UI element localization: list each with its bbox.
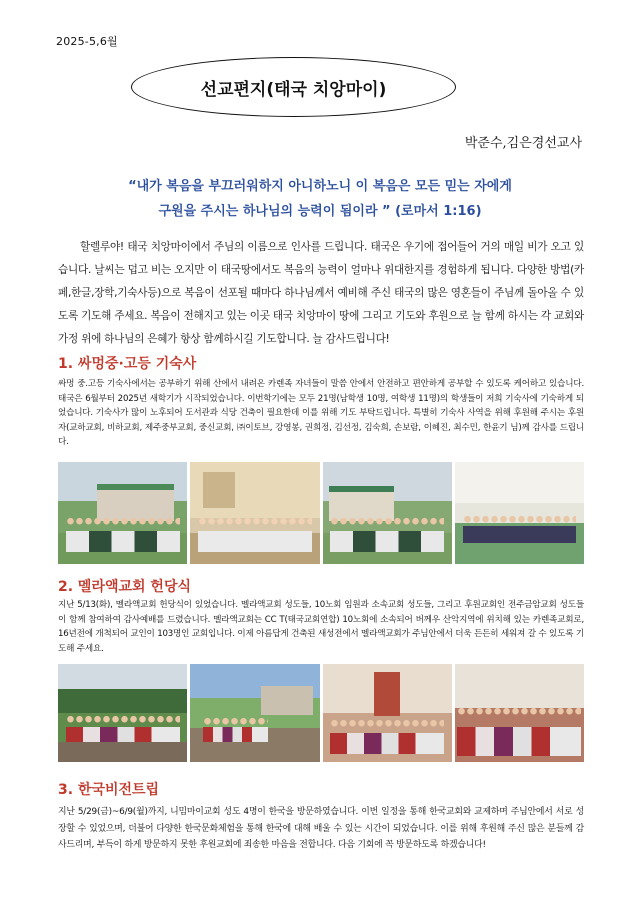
verse-line-2: 구원을 주시는 하나님의 능력이 됨이라 ” (로마서 1:16): [158, 204, 482, 219]
photo-dorm-students-1: [58, 462, 187, 564]
photo-church-procession: [190, 664, 319, 762]
photo-church-crowd-outdoor: [58, 664, 187, 762]
intro-paragraph: 할렐루야! 태국 치앙마이에서 주님의 이름으로 인사를 드립니다. 태국은 우기에 접어들어 거의 매일 비가 오고 있습니다. 날씨는 덥고 비는 오지만 이 태국땅에서도 복음의 능력이 얼마나 위대한지를 경험하게 됩니다. 다양한 방법(카페,한글,장학,기숙사등)으로 복음이 선포될 때마다 하나님께서 예비해 주신 태국의 많은 영혼들이 주님께 돌아올 수 있도록 기도해 주세요. 복음이 전해지고 있는 이곳 태국 치앙마이 땅에 그리고 기도와 후원으로 늘 함께 하시는 각 교회와 가정 위에 하나님의 은혜가 항상 함께하시길 기도합니다. 늘 감사드립니다!: [58, 241, 584, 345]
section-1-title: 1. 싸멍중·고등 기숙사: [58, 356, 197, 372]
author-line: 박준수,김은경선교사: [464, 136, 582, 151]
section-2-title: 2. 멜라액교회 헌당식: [58, 579, 191, 595]
photo-church-interior: [323, 664, 452, 762]
photo-dorm-students-3: [323, 462, 452, 564]
section-3-title: 3. 한국비전트립: [58, 782, 160, 798]
section-1-text: 싸멍 중.고등 기숙사에서는 공부하기 위해 산에서 내려온 카렌족 자녀들이 말씀 안에서 안전하고 편안하게 공부할 수 있도록 케어하고 있습니다. 태국은 6월부터 2025년 새학기가 시작되었습니다. 이번학기에는 모두 21명(남학생 10명, 여학생 11명)의 학생들이 저희 기숙사에 기숙하게 되었습니다. 기숙사가 많이 노후되어 도서관과 식당 건축이 필요한데 이를 위해 기도 부탁드립니다. 특별히 기숙사 사역을 위해 후원해 주시는 후원자(교하교회, 비하교회, 제주중부교회, 중신교회, ㈜이토브, 강영봉, 권희정, 김선정, 김숙희, 손보람, 이혜진, 최수민, 한윤기 님)께 감사를 드립니다.: [58, 379, 584, 448]
verse-line-1: “내가 복음을 부끄러워하지 아니하노니 이 복음은 모든 믿는 자에게: [128, 179, 512, 194]
section-2-photos: [58, 664, 584, 762]
title-oval: [131, 57, 456, 117]
section-3-text: 지난 5/29(금)~6/9(월)까지, 니밈마이교회 성도 4명이 한국을 방문하였습니다. 이번 일정을 통해 한국교회와 교제하며 주님안에서 서로 성장할 수 있었으며, 더불어 다양한 한국문화체험을 통해 한국에 대해 배울 수 있는 시간이 되었습니다. 이를 위해 후원해 주신 많은 분들께 감사드리며, 부득이 하게 방문하지 못한 후원교회에 죄송한 마음을 전합니다. 다음 기회에 꼭 방문하도록 하겠습니다!: [58, 807, 584, 851]
section-1-photos: [58, 462, 584, 564]
letter-date: 2025-5,6월: [56, 35, 118, 48]
photo-church-congregation: [455, 664, 584, 762]
page-title: 선교편지(태국 치앙마이): [200, 79, 387, 100]
photo-dorm-students-2: [190, 462, 319, 564]
section-2-text: 지난 5/13(화), 멜라액교회 헌당식이 있었습니다. 멜라액교회 성도들, 10노회 임원과 소속교회 성도들, 그리고 후원교회인 전주금암교회 성도들이 함께 참여하여 감사예배를 드렸습니다. 멜라액교회는 CC T(태국교회연합) 10노회에 소속되어 버께우 산악지역에 위치해 있는 카렌족교회로, 16년전에 개척되어 교인이 103명인 교회입니다. 이제 아름답게 건축된 새성전에서 멜라액교회가 주님안에서 더욱 든든히 세워져 갈 수 있도록 기도해 주세요.: [58, 600, 584, 654]
photo-dorm-meeting: [455, 462, 584, 564]
